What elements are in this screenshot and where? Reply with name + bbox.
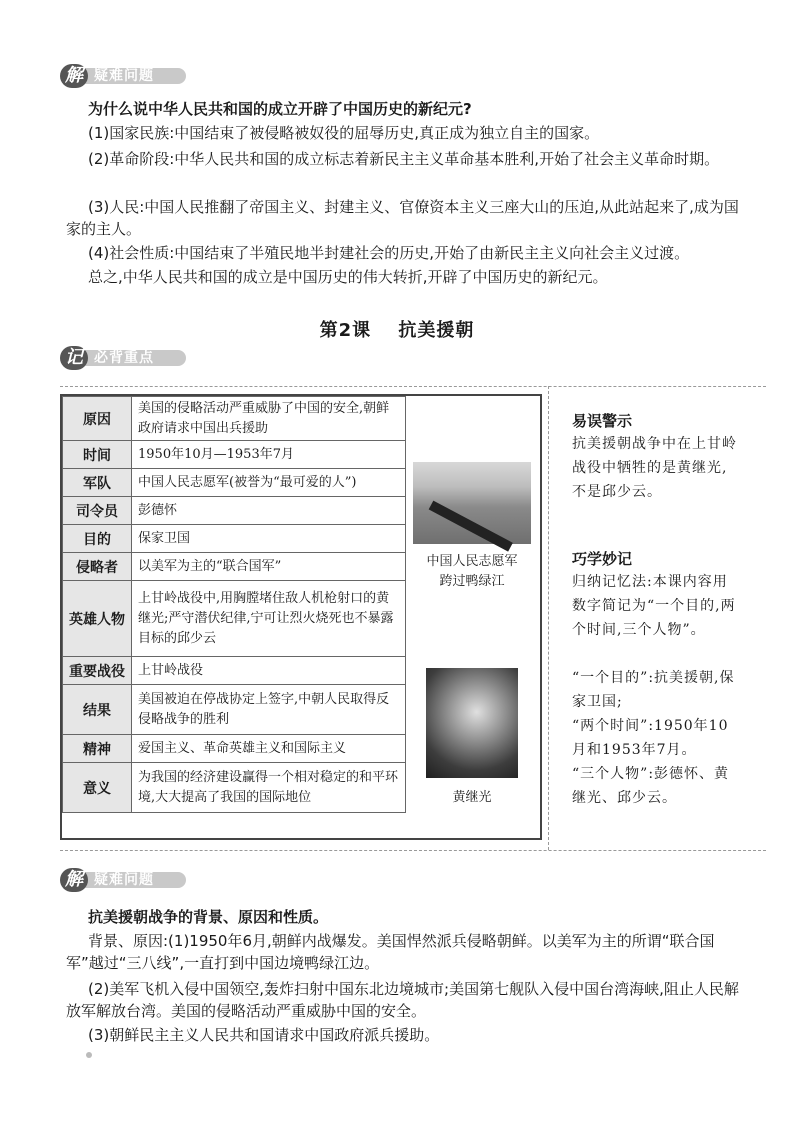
- huang-jiguang-photo: [426, 668, 518, 778]
- row-key: 目的: [63, 525, 132, 553]
- answer2-line-1: 背景、原因:(1)1950年6月,朝鲜内战爆发。美国悍然派兵侵略朝鲜。以美军为主的所谓“联合国军”越过“三八线”,一直打到中国边境鸭绿江边。: [66, 932, 715, 972]
- question-2: 抗美援朝战争的背景、原因和性质。: [88, 908, 329, 926]
- lesson-title: [0, 316, 794, 342]
- answer-line-4: (4)社会性质:中国结束了半殖民地半封建社会的历史,开始了由新民主主义向社会主义过渡。: [88, 244, 690, 262]
- row-value: 爱国主义、革命英雄主义和国际主义: [132, 735, 406, 763]
- dashed-divider-vertical: [548, 386, 549, 850]
- row-key: 英雄人物: [63, 581, 132, 657]
- table-row: [63, 685, 406, 735]
- table-row: [63, 553, 406, 581]
- tip-item-2: “两个时间”:1950年10月和1953年7月。: [572, 718, 729, 758]
- lesson-number: 第2课: [319, 320, 372, 341]
- photo-caption-2: 黄继光: [452, 790, 492, 805]
- row-value: 美国的侵略活动严重威胁了中国的安全,朝鲜政府请求中国出兵援助: [132, 397, 406, 441]
- table-row: [63, 497, 406, 525]
- row-key: 重要战役: [63, 657, 132, 685]
- answer2-line-3: (3)朝鲜民主主义人民共和国请求中国政府派兵援助。: [88, 1026, 440, 1044]
- volunteer-army-photo: [413, 462, 531, 544]
- row-value: 保家卫国: [132, 525, 406, 553]
- row-key: 原因: [63, 397, 132, 441]
- row-value: 美国被迫在停战协定上签字,中朝人民取得反侵略战争的胜利: [132, 685, 406, 735]
- answer2-line-2: (2)美军飞机入侵中国领空,轰炸扫射中国东北边境城市;美国第七舰队入侵中国台湾海峡,阻止人民解放军解放台湾。美国的侵略活动严重威胁中国的安全。: [66, 980, 739, 1020]
- row-value: 为我国的经济建设赢得一个相对稳定的和平环境,大大提高了我国的国际地位: [132, 763, 406, 813]
- question-1: 为什么说中华人民共和国的成立开辟了中国历史的新纪元?: [88, 100, 472, 118]
- tip-item-1: “一个目的”:抗美援朝,保家卫国;: [572, 670, 735, 710]
- page-dot: [86, 1052, 92, 1058]
- section-badge-difficult-questions: [60, 64, 190, 88]
- row-key: 意义: [63, 763, 132, 813]
- photo-caption-1: [410, 552, 534, 592]
- tip-text: 归纳记忆法:本课内容用数字简记为“一个目的,两个时间,三个人物”。: [572, 574, 736, 638]
- row-key: 军队: [63, 469, 132, 497]
- warning-text: 抗美援朝战争中在上甘岭战役中牺牲的是黄继光,不是邱少云。: [572, 436, 737, 500]
- row-value: 上甘岭战役中,用胸膛堵住敌人机枪射口的黄继光;严守潜伏纪律,宁可让烈火烧死也不暴露目标的邱少云: [132, 581, 406, 657]
- answer-line-1: (1)国家民族:中国结束了被侵略被奴役的屈辱历史,真正成为独立自主的国家。: [88, 124, 600, 142]
- table-row: [63, 735, 406, 763]
- dashed-divider-top: [60, 386, 766, 387]
- answer-line-3: (3)人民:中国人民推翻了帝国主义、封建主义、官僚资本主义三座大山的压迫,从此站起来了,成为国家的主人。: [66, 198, 739, 238]
- table-row: [63, 581, 406, 657]
- table-row: [63, 525, 406, 553]
- table-row: [63, 763, 406, 813]
- tip-item-3: “三个人物”:彭德怀、黄继光、邱少云。: [572, 766, 730, 806]
- warning-title: 易误警示: [572, 412, 633, 430]
- badge-label: 疑难问题: [94, 872, 154, 888]
- row-key: 时间: [63, 441, 132, 469]
- section-badge-key-points: [60, 346, 190, 370]
- table-row: [63, 397, 406, 441]
- badge-label: 疑难问题: [94, 68, 154, 84]
- row-key: 精神: [63, 735, 132, 763]
- table-row: [63, 441, 406, 469]
- row-key: 结果: [63, 685, 132, 735]
- jie-icon: 解: [60, 868, 88, 892]
- badge-label: 必背重点: [94, 350, 154, 366]
- ji-icon: 记: [60, 346, 88, 370]
- row-value: 以美军为主的“联合国军”: [132, 553, 406, 581]
- section-badge-difficult-questions-2: [60, 868, 190, 892]
- dashed-divider-bottom: [60, 850, 766, 851]
- caption-line: 跨过鸭绿江: [439, 574, 505, 589]
- row-key: 司令员: [63, 497, 132, 525]
- caption-line: 中国人民志愿军: [426, 554, 518, 569]
- row-value: 上甘岭战役: [132, 657, 406, 685]
- key-points-table: [62, 396, 406, 813]
- row-value: 1950年10月—1953年7月: [132, 441, 406, 469]
- row-value: 彭德怀: [132, 497, 406, 525]
- lesson-name: 抗美援朝: [398, 320, 475, 341]
- row-key: 侵略者: [63, 553, 132, 581]
- row-value: 中国人民志愿军(被誉为“最可爱的人”): [132, 469, 406, 497]
- jie-icon: 解: [60, 64, 88, 88]
- answer-line-2: (2)革命阶段:中华人民共和国的成立标志着新民主主义革命基本胜利,开始了社会主义革命时期。: [88, 150, 720, 168]
- table-row: [63, 657, 406, 685]
- table-row: [63, 469, 406, 497]
- tip-title: 巧学妙记: [572, 550, 633, 568]
- answer-summary: 总之,中华人民共和国的成立是中国历史的伟大转折,开辟了中国历史的新纪元。: [88, 268, 608, 286]
